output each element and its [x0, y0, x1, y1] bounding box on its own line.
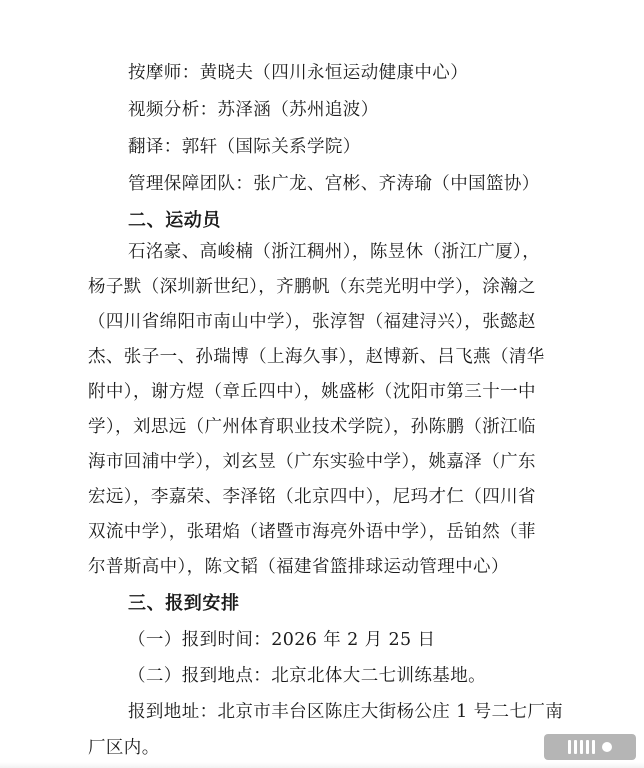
athletes-line: 石洺豪、高峻楠（浙江稠州），陈昱休（浙江广厦），	[128, 242, 541, 262]
athletes-line: 双流中学），张珺焰（诸暨市海亮外语中学），岳铂然（菲	[88, 522, 536, 542]
bar-glyph	[592, 740, 595, 754]
staff-masseur: 按摩师：黄晓夫（四川永恒运动健康中心）	[128, 63, 469, 83]
athletes-line: 尔普斯高中），陈文韬（福建省篮排球运动管理中心）	[88, 557, 509, 577]
athletes-line: 宏远），李嘉荣、李泽铭（北京四中），尼玛才仁（四川省	[88, 487, 536, 507]
registration-time: （一）报到时间：2026 年 2 月 25 日	[128, 630, 436, 650]
athletes-line: 杰、张子一、孙瑞博（上海久事），赵博新、吕飞燕（清华	[88, 347, 545, 367]
athletes-line: 学），刘思远（广州体育职业技术学院），孙陈鹏（浙江临	[88, 417, 536, 437]
dot-glyph	[602, 742, 612, 752]
registration-place: （二）报到地点：北京北体大二七训练基地。	[128, 666, 486, 686]
section-heading-registration: 三、报到安排	[128, 593, 240, 614]
bar-glyph	[574, 740, 577, 754]
bar-glyph	[580, 740, 583, 754]
staff-translator: 翻译：郭轩（国际关系学院）	[128, 137, 361, 157]
athletes-line: 海市回浦中学），刘玄昱（广东实验中学），姚嘉泽（广东	[88, 452, 536, 472]
staff-video-analysis: 视频分析：苏泽涵（苏州追波）	[128, 100, 379, 120]
staff-management: 管理保障团队：张广龙、宫彬、齐涛瑜（中国篮协）	[128, 174, 540, 194]
registration-address-cont: 厂区内。	[88, 738, 160, 758]
athletes-line: （四川省绵阳市南山中学），张淳智（福建浔兴），张懿赵	[88, 312, 536, 332]
signal-bars-icon	[544, 734, 636, 760]
bar-glyph	[586, 740, 589, 754]
page-bottom-edge	[0, 762, 644, 768]
section-heading-athletes: 二、运动员	[128, 210, 221, 231]
athletes-line: 附中），谢方煜（章丘四中），姚盛彬（沈阳市第三十一中	[88, 382, 536, 402]
athletes-line: 杨子默（深圳新世纪），齐鹏帆（东莞光明中学），涂瀚之	[88, 277, 536, 297]
registration-address: 报到地址：北京市丰台区陈庄大街杨公庄 1 号二七厂南	[128, 702, 564, 722]
bar-glyph	[568, 740, 571, 754]
